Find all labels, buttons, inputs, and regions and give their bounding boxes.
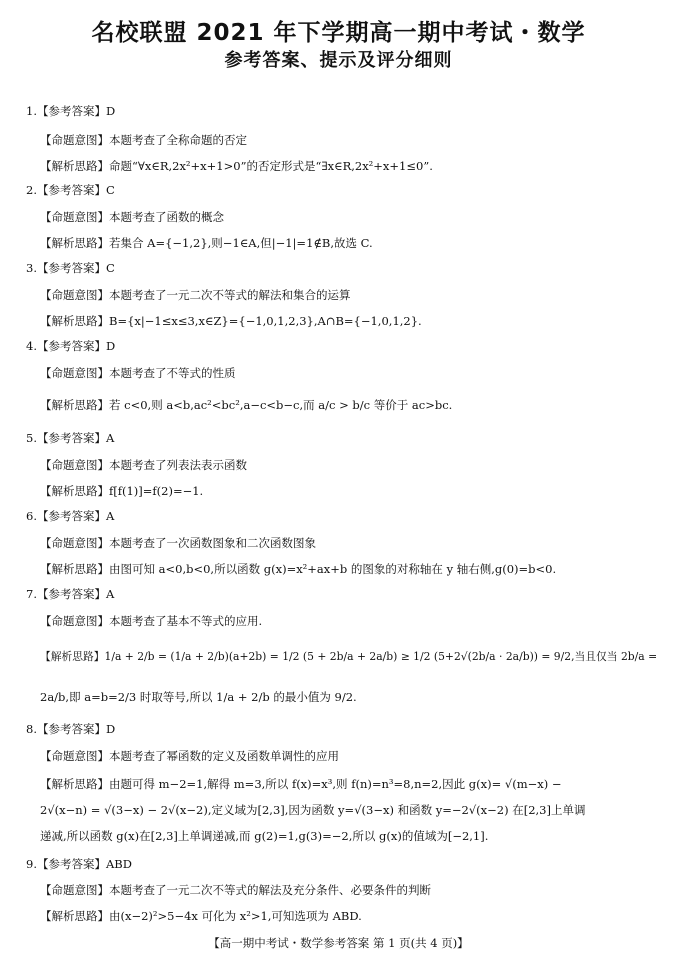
analysis-7: 【解析思路】1/a + 2/b = (1/a + 2/b)(a+2b) = 1/2 (5 + 2b/a + 2a/b) ≥ 1/2 (5+2√(2b/a · 2a/b)) = 9/2,当且仅当 2b/a = xyxy=(40,650,658,663)
answer-9: 9.【参考答案】ABD xyxy=(26,857,132,871)
answer-8: 8.【参考答案】D xyxy=(26,722,116,736)
intent-9: 【命题意图】本题考查了一元二次不等式的解法及充分条件、必要条件的判断 xyxy=(40,883,431,897)
intent-2: 【命题意图】本题考查了函数的概念 xyxy=(40,210,224,224)
answer-2: 2.【参考答案】C xyxy=(26,183,115,197)
analysis-9: 【解析思路】由(x−2)²>5−4x 可化为 x²>1,可知选项为 ABD. xyxy=(40,909,362,923)
analysis-8: 【解析思路】由题可得 m−2=1,解得 m=3,所以 f(x)=x³,则 f(n)=n³=8,n=2,因此 g(x)= √(m−x) − xyxy=(40,777,562,791)
analysis-6: 【解析思路】由图可知 a<0,b<0,所以函数 g(x)=x²+ax+b 的图象的对称轴在 y 轴右侧,g(0)=b<0. xyxy=(40,562,557,576)
answer-5: 5.【参考答案】A xyxy=(26,431,115,445)
intent-5: 【命题意图】本题考查了列表法表示函数 xyxy=(40,458,247,472)
analysis-7-cont: 2a/b,即 a=b=2/3 时取等号,所以 1/a + 2/b 的最小值为 9/2. xyxy=(40,690,357,704)
page-title: 名校联盟 2021 年下学期高一期中考试・数学 xyxy=(91,20,586,46)
analysis-1: 【解析思路】命题“∀x∈R,2x²+x+1>0”的否定形式是“∃x∈R,2x²+x+1≤0”. xyxy=(40,159,433,173)
page-subtitle: 参考答案、提示及评分细则 xyxy=(224,50,453,71)
analysis-2: 【解析思路】若集合 A={−1,2},则−1∈A,但|−1|=1∉B,故选 C. xyxy=(40,236,373,250)
intent-8: 【命题意图】本题考查了幂函数的定义及函数单调性的应用 xyxy=(40,749,339,763)
answer-7: 7.【参考答案】A xyxy=(26,587,115,601)
analysis-8-cont-1: 2√(x−n) = √(3−x) − 2√(x−2),定义域为[2,3],因为函数 y=√(3−x) 和函数 y=−2√(x−2) 在[2,3]上单调 xyxy=(40,803,586,817)
intent-7: 【命题意图】本题考查了基本不等式的应用. xyxy=(40,614,263,628)
analysis-4: 【解析思路】若 c<0,则 a<b,ac²<bc²,a−c<b−c,而 a/c > b/c 等价于 ac>bc. xyxy=(40,398,453,412)
analysis-8-cont-2: 递减,所以函数 g(x)在[2,3]上单调递减,而 g(2)=1,g(3)=−2,所以 g(x)的值域为[−2,1]. xyxy=(40,829,489,843)
analysis-5: 【解析思路】f[f(1)]=f(2)=−1. xyxy=(40,484,204,498)
answer-4: 4.【参考答案】D xyxy=(26,339,116,353)
intent-6: 【命题意图】本题考查了一次函数图象和二次函数图象 xyxy=(40,536,316,550)
analysis-3: 【解析思路】B={x|−1≤x≤3,x∈Z}={−1,0,1,2,3},A∩B={−1,0,1,2}. xyxy=(40,314,422,328)
intent-4: 【命题意图】本题考查了不等式的性质 xyxy=(40,366,236,380)
intent-3: 【命题意图】本题考查了一元二次不等式的解法和集合的运算 xyxy=(40,288,351,302)
answer-1: 1.【参考答案】D xyxy=(26,104,116,118)
answer-3: 3.【参考答案】C xyxy=(26,261,115,275)
answer-6: 6.【参考答案】A xyxy=(26,509,115,523)
page-footer: 【高一期中考试・数学参考答案 第 1 页(共 4 页)】 xyxy=(208,936,469,950)
intent-1: 【命题意图】本题考查了全称命题的否定 xyxy=(40,133,247,147)
